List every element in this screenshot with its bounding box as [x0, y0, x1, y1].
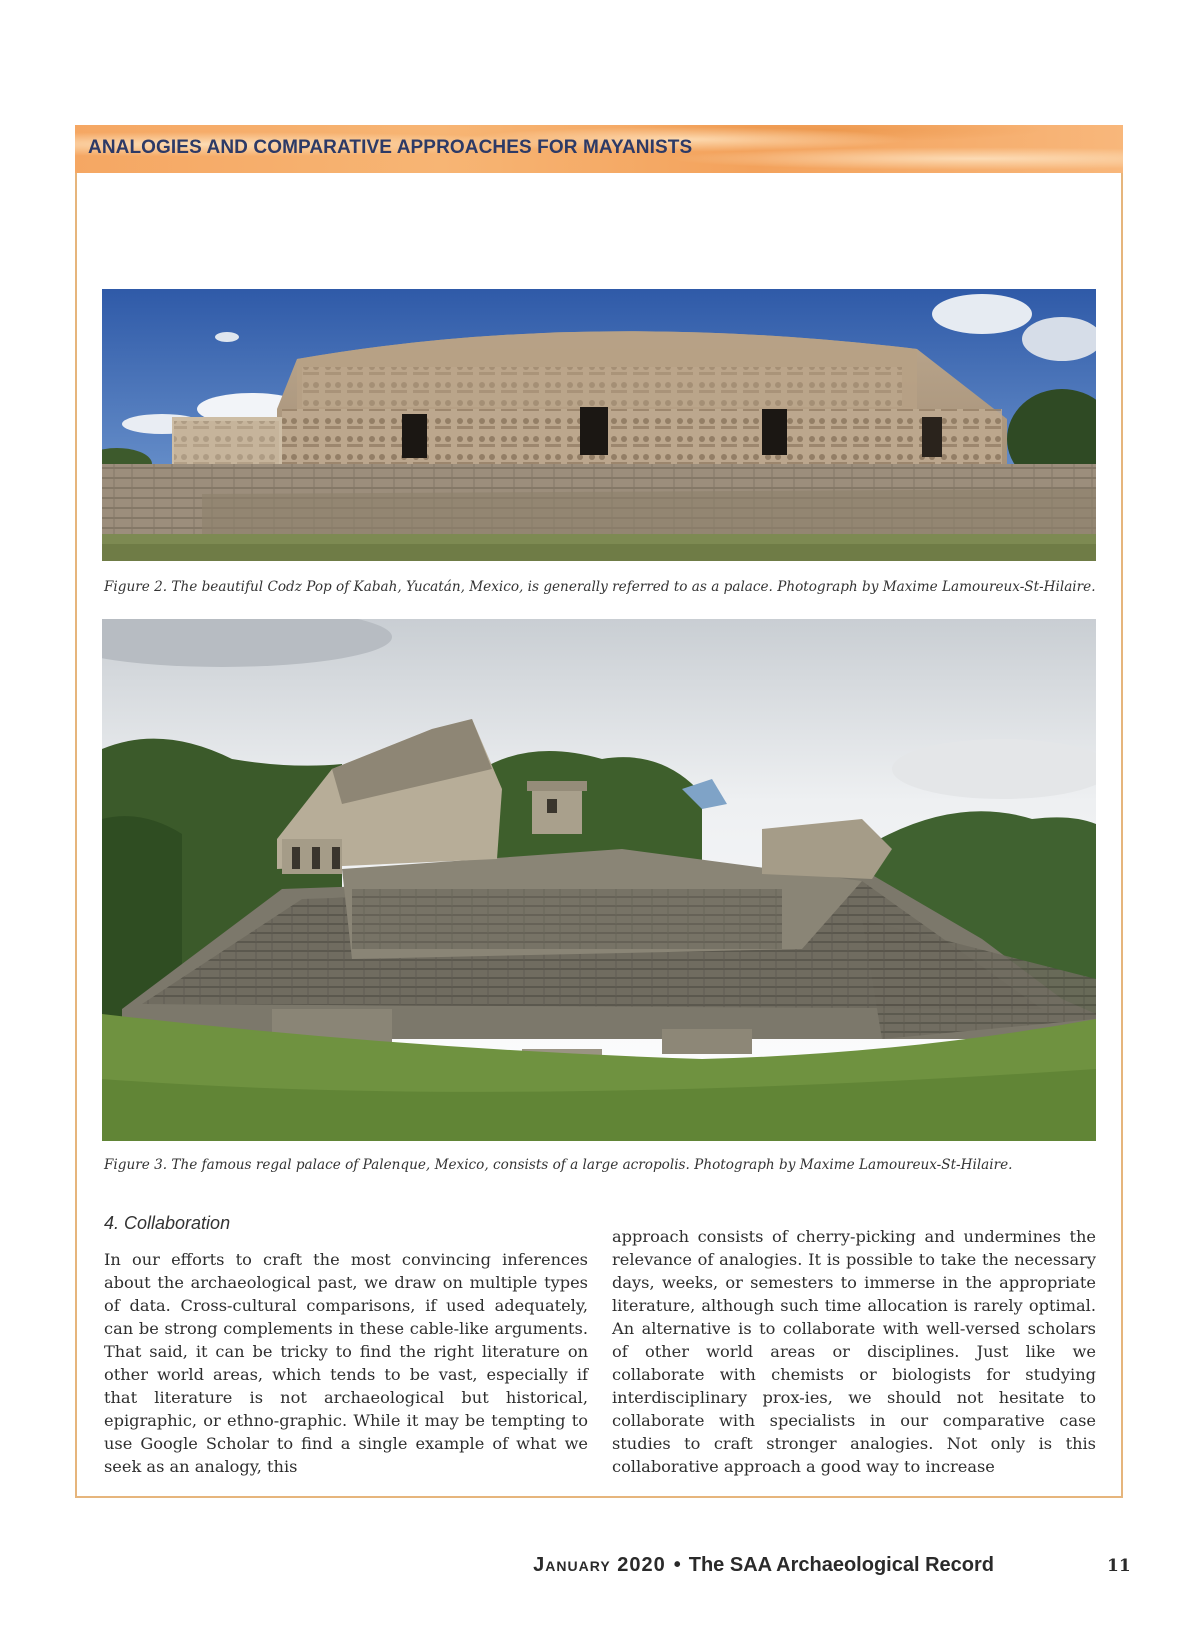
page-footer [533, 1554, 994, 1577]
footer-publication: The SAA Archaeological Record [688, 1554, 994, 1576]
section-heading: 4. Collaboration [104, 1213, 231, 1233]
body-text-right-column: approach consists of cherry-picking and undermines the relevance of analogies. It is possible to take the necessary days, weeks, or semesters to immerse in the appropriate literature, although such time allocation is rarely optimal. An alternative is to collaborate with well-versed scholars of other world areas or disciplines. Just like we collaborate with chemists or biologists for studying interdisciplinary prox-ies, we should not hesitate to collaborate with specialists in our comparative case studies to craft stronger analogies. Not only is this collaborative approach a good way to increase [612, 1227, 1096, 1476]
figure-3-caption: Figure 3. The famous regal palace of Palenque, Mexico, consists of a large acropolis. Photograph by Maxime Lamoureux-St-Hilaire. [104, 1157, 1013, 1173]
figure-3-photo [102, 619, 1096, 1141]
figure-2-caption: Figure 2. The beautiful Codz Pop of Kabah, Yucatán, Mexico, is generally referred to as a palace. Photograph by Maxime Lamoureux-St-Hilaire. [104, 579, 1096, 595]
body-text-left-column: In our efforts to craft the most convincing inferences about the archaeological past, we draw on multiple types of data. Cross-cultural comparisons, if used adequately, can be strong complements in these cable-like arguments. That said, it can be tricky to find the right literature on other world areas, which tends to be vast, especially if that literature is not archaeological but historical, epigraphic, or ethno-graphic. While it may be tempting to use Google Scholar to find a single example of what we seek as an analogy, this [104, 1250, 588, 1476]
footer-date: January 2020 [533, 1554, 666, 1576]
banner-title: ANALOGIES AND COMPARATIVE APPROACHES FOR MAYANISTS [88, 137, 693, 158]
footer-bullet: • [673, 1554, 681, 1576]
figure-2-photo [102, 289, 1096, 561]
page-number: 11 [1107, 1556, 1131, 1576]
section-banner [75, 125, 1123, 173]
